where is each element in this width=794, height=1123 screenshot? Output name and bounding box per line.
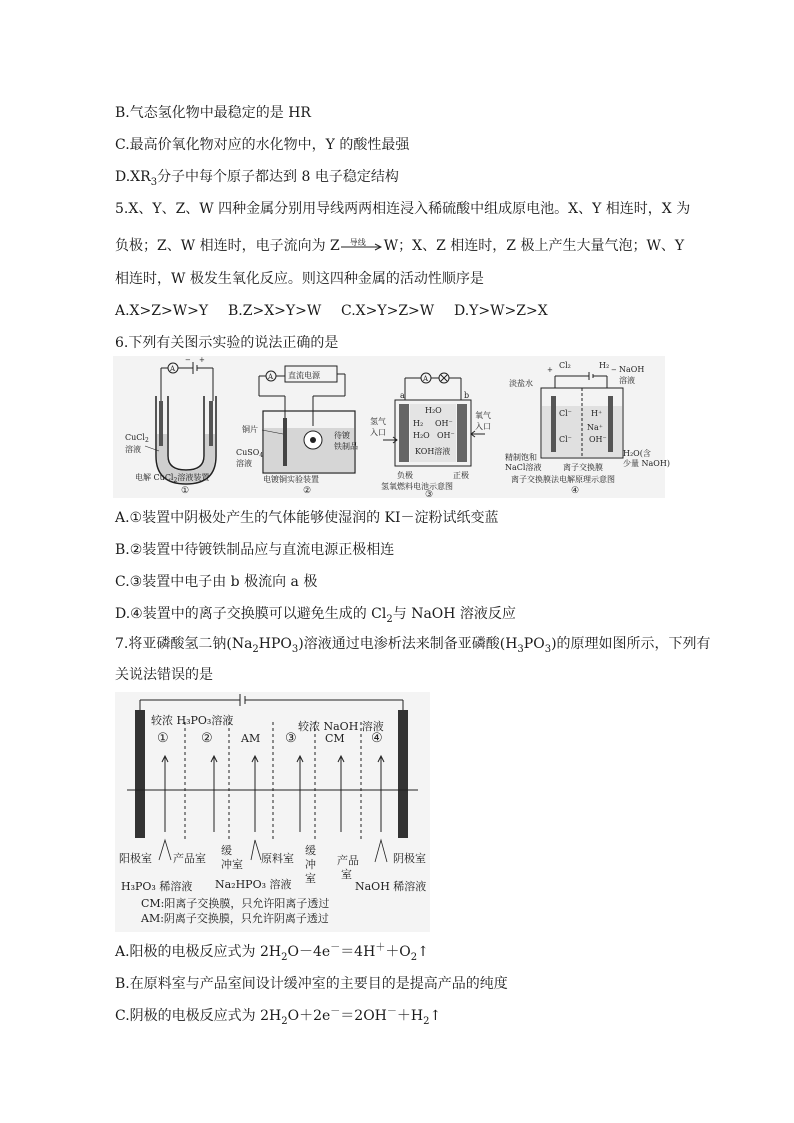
svg-text:Cl⁻: Cl⁻ <box>559 435 572 444</box>
svg-text:铁制品: 铁制品 <box>334 442 358 451</box>
svg-text:①: ① <box>181 486 190 496</box>
svg-text:A: A <box>170 365 176 373</box>
svg-text:铜片: 铜片 <box>242 425 258 434</box>
q6-option-d: D.④装置中的离子交换膜可以避免生成的 $Cl_2$与 NaOH 溶液反应 <box>115 606 516 625</box>
svg-text:产品: 产品 <box>337 854 359 867</box>
svg-text:Cl₂: Cl₂ <box>559 361 571 370</box>
fuel-cell-apparatus <box>370 373 491 500</box>
svg-text:③: ③ <box>425 490 434 500</box>
q7-option-c: C.阴极的电极反应式为 $2H_2O+2e^-=2OH^-+H_2↑$ <box>115 1006 442 1027</box>
electroplating-apparatus <box>236 366 358 496</box>
svg-text:−: − <box>611 366 617 374</box>
svg-text:室: 室 <box>305 872 316 885</box>
svg-text:OH⁻: OH⁻ <box>435 419 453 428</box>
svg-text:A: A <box>423 375 429 383</box>
svg-text:离子交换膜: 离子交换膜 <box>563 463 603 472</box>
svg-text:正极: 正极 <box>453 471 469 480</box>
svg-text:冲室: 冲室 <box>221 858 243 871</box>
svg-text:精制饱和: 精制饱和 <box>505 453 537 462</box>
svg-text:OH⁻: OH⁻ <box>437 431 455 440</box>
svg-text:溶液: 溶液 <box>125 445 141 454</box>
svg-text:入口: 入口 <box>370 428 386 437</box>
svg-text:④: ④ <box>371 731 383 746</box>
svg-text:NaOH 稀溶液: NaOH 稀溶液 <box>355 880 427 893</box>
q6-stem: 6.下列有关图示实验的说法正确的是 <box>115 335 339 351</box>
svg-text:②: ② <box>201 731 213 746</box>
svg-text:Na₂HPO₃ 溶液: Na₂HPO₃ 溶液 <box>215 878 292 891</box>
q6-figure <box>113 356 670 500</box>
svg-text:④: ④ <box>571 486 580 496</box>
svg-text:负极: 负极 <box>397 471 413 480</box>
svg-text:H₂O: H₂O <box>425 406 442 415</box>
q5-stem-line2: 负极；Z、W 相连时，电子流向为 Z 导线 W；X、Z 相连时，Z 极上产生大量气泡；W、Y <box>115 238 685 254</box>
cucl2-label: CuCl$_2$ <box>125 433 149 444</box>
svg-text:待镀: 待镀 <box>334 431 350 440</box>
svg-text:电解 CuCl2溶液装置: 电解 CuCl$_2$溶液装置 <box>135 473 210 484</box>
svg-text:NaCl溶液: NaCl溶液 <box>505 463 542 472</box>
svg-text:+: + <box>199 356 205 364</box>
q5-stem-line3: 相连时，W 极发生氧化反应。则这四种金属的活动性顺序是 <box>115 271 484 287</box>
q4-option-b: B.气态氢化物中最稳定的是 HR <box>115 105 311 121</box>
svg-text:室: 室 <box>341 868 352 881</box>
svg-text:直流电源: 直流电源 <box>288 371 320 380</box>
svg-text:入口: 入口 <box>475 422 491 431</box>
svg-text:氢气: 氢气 <box>370 417 386 426</box>
u-tube-apparatus <box>125 356 216 496</box>
chlor-alkali-apparatus <box>505 361 670 496</box>
svg-text:H₂O(含: H₂O(含 <box>623 449 651 458</box>
svg-text:NaOH: NaOH <box>619 365 645 374</box>
svg-text:AM:阴离子交换膜，只允许阴离子透过: AM:阴离子交换膜，只允许阴离子透过 <box>141 912 329 925</box>
svg-text:原料室: 原料室 <box>261 852 294 865</box>
svg-text:产品室: 产品室 <box>173 852 206 865</box>
q6-option-a: A.①装置中阴极处产生的气体能够使湿润的 KI－淀粉试纸变蓝 <box>115 510 499 526</box>
svg-text:−: − <box>185 356 191 364</box>
q5-option-a: A.X>Z>W>Y <box>115 303 209 319</box>
q4-option-d: $D.XR_3$分子中每个原子都达到 8 电子稳定结构 <box>115 169 399 188</box>
cathode-electrode <box>398 710 408 838</box>
svg-text:③: ③ <box>285 731 297 746</box>
svg-text:②: ② <box>303 486 312 496</box>
svg-text:氧气: 氧气 <box>475 411 491 420</box>
svg-text:b: b <box>464 391 470 400</box>
svg-text:较浓 NaOH 溶液: 较浓 NaOH 溶液 <box>298 720 384 733</box>
svg-text:H⁺: H⁺ <box>591 409 603 418</box>
q5-options <box>115 302 548 320</box>
q5-option-b: B.Z>X>Y>W <box>228 303 322 319</box>
svg-text:阴极室: 阴极室 <box>393 852 426 865</box>
svg-text:CM: CM <box>325 732 345 745</box>
svg-text:AM: AM <box>241 732 261 745</box>
svg-text:阳极室: 阳极室 <box>119 852 152 865</box>
svg-text:+: + <box>547 366 553 374</box>
q6-option-c: C.③装置中电子由 b 极流向 a 极 <box>115 574 318 590</box>
svg-text:H₂O: H₂O <box>413 431 430 440</box>
svg-text:溶液: 溶液 <box>619 376 635 385</box>
svg-text:a: a <box>400 391 405 400</box>
q7-stem-line1: 7.将亚磷酸氢二钠$(Na_2HPO_3)$溶液通过电渗析法来制备亚磷酸$(H_3PO_3)$的原理如图所示，下列有 <box>115 636 711 655</box>
svg-text:离子交换膜法电解原理示意图: 离子交换膜法电解原理示意图 <box>511 475 615 484</box>
svg-text:①: ① <box>157 731 169 746</box>
q7-option-b: B.在原料室与产品室间设计缓冲室的主要目的是提高产品的纯度 <box>115 976 508 992</box>
q5-option-c: C.X>Y>Z>W <box>341 303 435 319</box>
svg-text:缓: 缓 <box>305 844 316 857</box>
svg-text:Cl⁻: Cl⁻ <box>559 409 572 418</box>
q6-option-b: B.②装置中待镀铁制品应与直流电源正极相连 <box>115 542 395 558</box>
svg-text:缓: 缓 <box>221 844 232 857</box>
svg-text:冲: 冲 <box>305 858 316 871</box>
svg-text:A: A <box>268 373 274 381</box>
svg-text:CuSO4: CuSO$_4$ <box>236 448 264 459</box>
q4-option-c: C.最高价氧化物对应的水化物中，Y 的酸性最强 <box>115 137 410 153</box>
svg-text:少量 NaOH): 少量 NaOH) <box>623 459 670 468</box>
q7-option-a: A.阳极的电极反应式为 $2H_2O-4e^-=4H^++O_2↑$ <box>115 942 429 963</box>
wire-arrow-icon: 导线 <box>340 237 384 255</box>
svg-text:溶液: 溶液 <box>236 459 252 468</box>
svg-text:较浓 H₃PO₃溶液: 较浓 H₃PO₃溶液 <box>151 714 234 727</box>
svg-text:H₃PO₃ 稀溶液: H₃PO₃ 稀溶液 <box>121 880 193 893</box>
q7-stem-line2: 关说法错误的是 <box>115 667 213 683</box>
q5-option-d: D.Y>W>Z>X <box>454 303 548 319</box>
svg-text:氢氧燃料电池示意图: 氢氧燃料电池示意图 <box>381 482 453 491</box>
svg-text:H₂: H₂ <box>599 361 610 370</box>
svg-text:OH⁻: OH⁻ <box>589 435 607 444</box>
svg-text:H₂: H₂ <box>413 419 424 428</box>
svg-text:CM:阳离子交换膜，只允许阳离子透过: CM:阳离子交换膜，只允许阳离子透过 <box>141 897 330 910</box>
svg-text:KOH溶液: KOH溶液 <box>415 447 451 456</box>
svg-text:电镀铜实验装置: 电镀铜实验装置 <box>263 475 319 484</box>
q7-figure <box>115 692 430 932</box>
svg-text:Na⁺: Na⁺ <box>587 423 603 432</box>
q5-stem-line1: 5.X、Y、Z、W 四种金属分别用导线两两相连浸入稀硫酸中组成原电池。X、Y 相连时，X 为 <box>115 201 691 217</box>
anode-electrode <box>135 710 145 838</box>
svg-text:淡盐水: 淡盐水 <box>509 379 533 388</box>
